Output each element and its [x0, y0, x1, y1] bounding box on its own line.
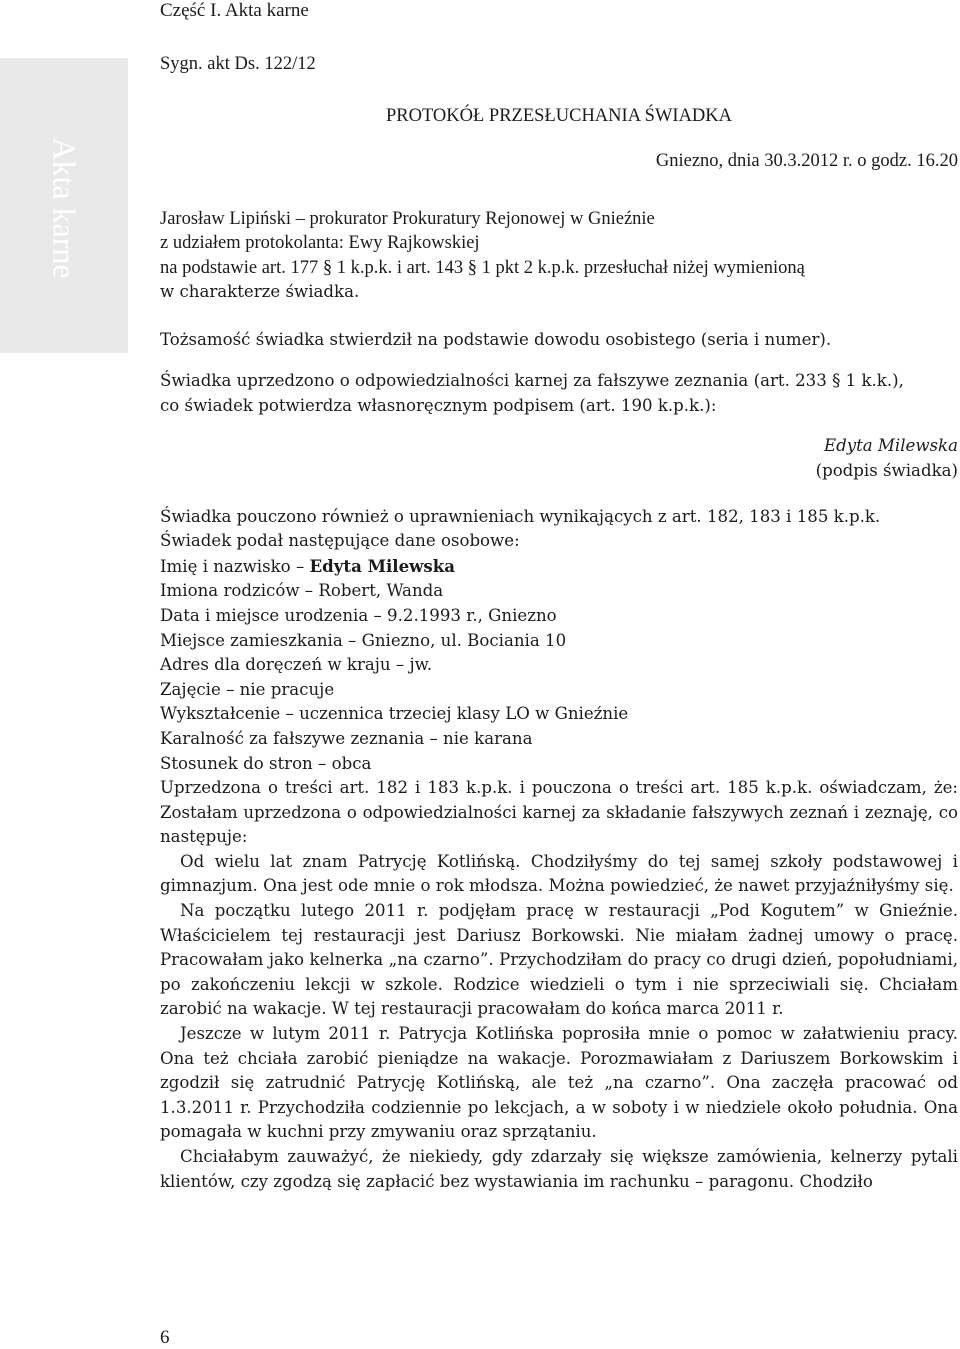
personal-data-block [160, 505, 958, 1195]
case-signature: Sygn. akt Ds. 122/12 [160, 54, 316, 74]
document-title: PROTOKÓŁ PRZESŁUCHANIA ŚWIADKA [385, 105, 733, 126]
intro-line: w charakterze świadka. [160, 282, 360, 301]
signature-name: Edyta Milewska [823, 436, 958, 456]
statement-intro: Uprzedzona o treści art. 182 i 183 k.p.k. i pouczona o treści art. 185 k.p.k. oświadczam, że: Zostałam uprzedzona o odpowiedzialności karnej za składanie fałszywych zeznań i zeznaję, co następuje: [160, 778, 958, 847]
side-tab-label: Akta karne [46, 137, 83, 279]
testimony-paragraph: Jeszcze w lutym 2011 r. Patrycja Kotlińska poprosiła mnie o pomoc w załatwieniu pracy. Ona też chciała zarobić pieniądze na wakacje. Porozmawiałam z Dariuszem Borkowskim i zgodził się zatrudnić Patrycję Kotlińską, ale też „na czarno”. Ona zaczęła pracować od 1.3.2011 r. Przychodziła codziennie po lekcjach, a w soboty i w niedziele około południa. Ona pomagała w kuchni przy zmywaniu oraz sprzątaniu. [160, 1024, 958, 1142]
intro-line: Jarosław Lipiński – prokurator Prokuratury Rejonowej w Gnieźnie [160, 208, 655, 229]
warning-line: Świadka uprzedzono o odpowiedzialności karnej za fałszywe zeznania (art. 233 § 1 k.k.), [160, 371, 904, 391]
document-body [160, 52, 958, 1194]
warning-block [160, 369, 958, 418]
page-number: 6 [160, 1327, 170, 1348]
intro-block [160, 207, 958, 305]
personal-row: Data i miejsce urodzenia – 9.2.1993 r., Gniezno [160, 605, 557, 625]
personal-intro: Świadek podał następujące dane osobowe: [160, 531, 520, 551]
warning-line: co świadek potwierdza własnoręcznym podpisem (art. 190 k.p.k.): [160, 395, 717, 415]
place-date: Gniezno, dnia 30.3.2012 r. o godz. 16.20 [655, 151, 958, 171]
personal-row: Wykształcenie – uczennica trzeciej klasy LO w Gnieźnie [160, 704, 629, 724]
personal-row: Miejsce zamieszkania – Gniezno, ul. Bociania 10 [160, 630, 567, 650]
personal-name-label: Imię i nazwisko – [160, 556, 310, 576]
personal-row: Karalność za fałszywe zeznania – nie karana [160, 728, 533, 748]
personal-row: Imiona rodziców – Robert, Wanda [160, 581, 444, 601]
testimony-paragraph: Od wielu lat znam Patrycję Kotlińską. Chodziłyśmy do tej samej szkoły podstawowej i gimnazjum. Ona jest ode mnie o rok młodsza. Można powiedzieć, że nawet przyjaźniłyśmy się. [160, 851, 958, 896]
witness-name: Edyta Milewska [309, 555, 456, 576]
intro-line: z udziałem protokolanta: Ewy Rajkowskiej [160, 233, 480, 253]
testimony-paragraph: Na początku lutego 2011 r. podjęłam pracę w restauracji „Pod Kogutem” w Gnieźnie. Właścicielem tej restauracji jest Dariusz Borkowski. Nie miałam żadnej umowy o pracę. Pracowałam jako kelnerka „na czarno”. Przychodziłam do pracy co drugi dzień, popołudniami, po zakończeniu lekcji w szkole. Rodzice wiedzieli o tym i nie sprzeciwiali się. Chciałam zarobić na wakacje. W tej restauracji pracowałam do końca marca 2011 r. [160, 901, 958, 1019]
intro-line: na podstawie art. 177 § 1 k.p.k. i art. 143 § 1 pkt 2 k.p.k. przesłuchał niżej wymienioną [160, 257, 805, 278]
side-tab [0, 58, 128, 353]
running-header: Część I. Akta karne [160, 0, 309, 21]
personal-row: Zajęcie – nie pracuje [160, 679, 335, 699]
signature-caption: (podpis świadka) [815, 460, 958, 480]
identity-statement: Tożsamość świadka stwierdził na podstawie dowodu osobistego (seria i numer). [160, 329, 832, 349]
personal-name-row [160, 554, 958, 580]
personal-row: Adres dla doręczeń w kraju – jw. [160, 655, 433, 675]
signature-block [160, 434, 958, 483]
rights-statement: Świadka pouczono również o uprawnieniach wynikających z art. 182, 183 i 185 k.p.k. [160, 506, 881, 526]
personal-row: Stosunek do stron – obca [160, 753, 372, 773]
testimony-paragraph: Chciałabym zauważyć, że niekiedy, gdy zdarzały się większe zamówienia, kelnerzy pytali klientów, czy zgodzą się zapłacić bez wystawiania im rachunku – paragonu. Chodziło [160, 1147, 958, 1191]
